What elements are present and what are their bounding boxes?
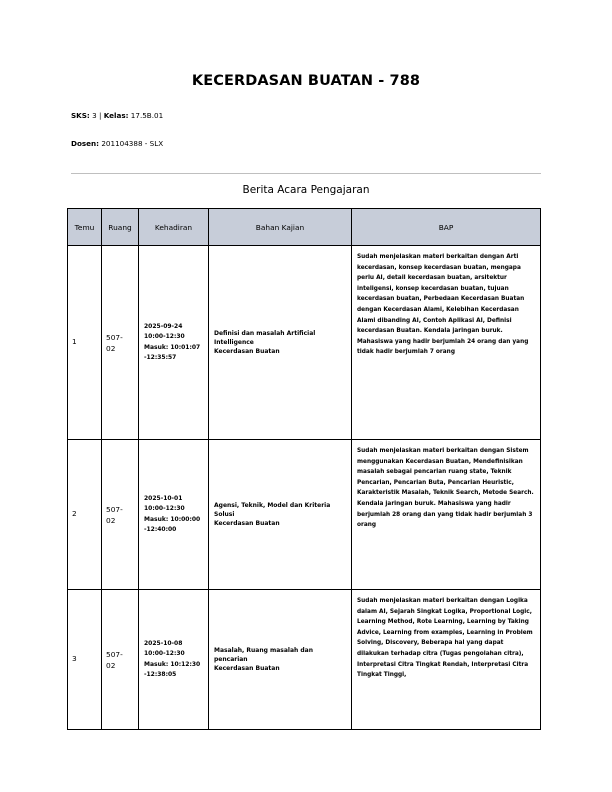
cell-temu: 3 <box>68 590 102 730</box>
header-bap: BAP <box>352 209 541 246</box>
section-title: Berita Acara Pengajaran <box>242 184 370 196</box>
cell-ruang: 507- 02 <box>102 590 139 730</box>
cell-bahan-kajian: Agensi, Teknik, Model dan Kriteria Solusi Kecerdasan Buatan <box>209 440 352 590</box>
header-bahan-kajian: Bahan Kajian <box>209 209 352 246</box>
separator: | <box>98 111 102 120</box>
header-temu: Temu <box>68 209 102 246</box>
cell-bap: Sudah menjelaskan materi berkaitan dengan Logika dalam AI, Sejarah Singkat Logika, Proportional Logic, Learning Method, Rote Learning, Learning by Taking Advice, Learning from examples, Learning in Problem Solving, Discovery, Beberapa hal yang dapat dilakukan terhadap citra (Tugas pengolahan citra), Interpretasi Citra Tingkat Rendah, Interpretasi Citra Tingkat Tinggi, <box>357 598 533 679</box>
divider <box>71 173 541 174</box>
teaching-record-table <box>67 208 541 730</box>
sks-value: 3 <box>92 111 97 120</box>
cell-bahan-kajian: Masalah, Ruang masalah dan pencarian Kecerdasan Buatan <box>209 590 352 730</box>
cell-bap: Sudah menjelaskan materi berkaitan dengan Sistem menggunakan Kecerdasan Buatan, Mendefinisikan masalah sebagai pencarian ruang state, Teknik Pencarian, Pencarian Buta, Pencarian Heuristic, Karakteristik Masalah, Teknik Search, Metode Search. Kendala jaringan buruk. Mahasiswa yang hadir berjumlah 28 orang dan yang tidak hadir berjumlah 3 orang <box>352 440 541 590</box>
cell-temu: 1 <box>68 246 102 440</box>
cell-kehadiran: 2025-09-24 10:00-12:30 Masuk: 10:01:07 -12:35:57 <box>139 246 209 440</box>
kelas-value: 17.5B.01 <box>130 111 164 120</box>
cell-kehadiran: 2025-10-01 10:00-12:30 Masuk: 10:00:00 -12:40:00 <box>139 440 209 590</box>
dosen-label: Dosen: <box>71 139 100 148</box>
cell-bap-container <box>352 590 541 730</box>
lecturer-info <box>71 139 163 148</box>
table-header-row <box>68 209 541 246</box>
table-row <box>68 590 541 730</box>
sks-label: SKS: <box>71 111 90 120</box>
cell-kehadiran: 2025-10-08 10:00-12:30 Masuk: 10:12:30 -12:38:05 <box>139 590 209 730</box>
cell-bap: Sudah menjelaskan materi berkaitan dengan Arti kecerdasan, konsep kecerdasan buatan, mengapa perlu AI, detail kecerdasan buatan, arsitektur inteligensi, konsep kecerdasan buatan, tujuan kecerdasan buatan, Perbedaan Kecerdasan Buatan dengan Kecerdasan Alami, Kelebihan Kecerdasan Alami dibanding AI, Contoh Aplikasi AI, Definisi kecerdasan Buatan. Kendala jaringan buruk. Mahasiswa yang hadir berjumlah 24 orang dan yang tidak hadir berjumlah 7 orang <box>352 246 541 440</box>
cell-ruang: 507- 02 <box>102 440 139 590</box>
table-row <box>68 246 541 440</box>
table-row <box>68 440 541 590</box>
page-title: KECERDASAN BUATAN - 788 <box>191 73 421 89</box>
kelas-label: Kelas: <box>103 111 129 120</box>
header-kehadiran: Kehadiran <box>139 209 209 246</box>
class-info <box>71 111 163 120</box>
cell-temu: 2 <box>68 440 102 590</box>
header-ruang: Ruang <box>102 209 139 246</box>
cell-bahan-kajian: Definisi dan masalah Artificial Intelligence Kecerdasan Buatan <box>209 246 352 440</box>
dosen-value: 201104388 - SLX <box>101 139 164 148</box>
cell-ruang: 507- 02 <box>102 246 139 440</box>
